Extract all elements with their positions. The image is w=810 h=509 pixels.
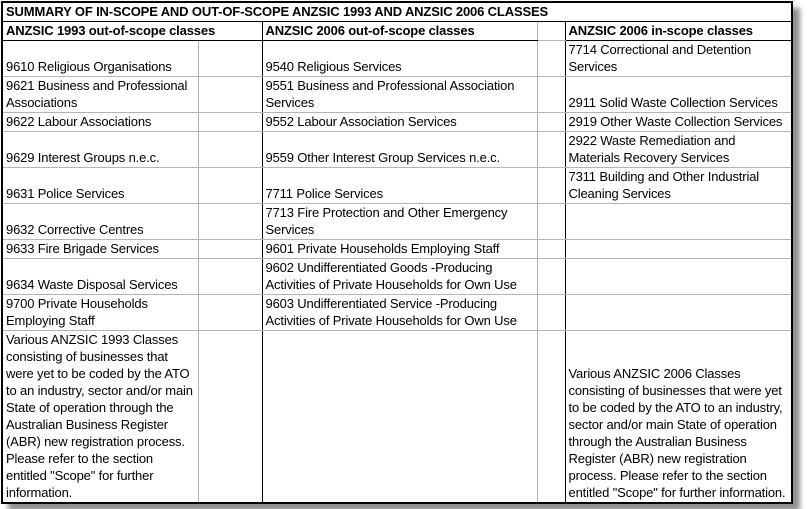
table-row <box>2 41 792 77</box>
anzsic-1993-out-cell: 9621 Business and Professional Associations <box>2 77 198 113</box>
table-row <box>2 168 792 204</box>
spacer-cell <box>198 41 262 77</box>
header-spacer-cell <box>537 22 565 41</box>
anzsic-1993-out-cell: 9622 Labour Associations <box>2 113 198 132</box>
spacer-cell <box>198 132 262 168</box>
spacer-cell <box>537 41 565 77</box>
anzsic-1993-out-cell: 9631 Police Services <box>2 168 198 204</box>
table-row <box>2 132 792 168</box>
anzsic-2006-out-cell: 9603 Undifferentiated Service -Producing Activities of Private Households for Own Use <box>262 295 537 331</box>
anzsic-1993-out-cell: 9610 Religious Organisations <box>2 41 198 77</box>
anzsic-2006-out-cell: 9602 Undifferentiated Goods -Producing Activities of Private Households for Own Use <box>262 259 537 295</box>
anzsic-2006-in-cell <box>565 204 792 240</box>
anzsic-summary-table <box>1 1 793 504</box>
spacer-cell <box>537 168 565 204</box>
spacer-cell <box>198 331 262 504</box>
anzsic-2006-out-cell <box>262 331 537 504</box>
spacer-cell <box>537 204 565 240</box>
anzsic-2006-in-cell <box>565 295 792 331</box>
anzsic-2006-in-cell: 2919 Other Waste Collection Services <box>565 113 792 132</box>
header-anzsic-2006-in: ANZSIC 2006 in-scope classes <box>565 22 792 41</box>
anzsic-2006-out-cell: 9552 Labour Association Services <box>262 113 537 132</box>
summary-table-sheet <box>1 1 793 504</box>
spacer-cell <box>537 259 565 295</box>
spacer-cell <box>198 240 262 259</box>
table-row <box>2 77 792 113</box>
anzsic-2006-out-cell: 9551 Business and Professional Association Services <box>262 77 537 113</box>
spacer-cell <box>198 259 262 295</box>
table-row <box>2 295 792 331</box>
spacer-cell <box>198 113 262 132</box>
table-row <box>2 240 792 259</box>
spacer-cell <box>198 168 262 204</box>
anzsic-1993-out-cell: 9633 Fire Brigade Services <box>2 240 198 259</box>
spacer-cell <box>537 113 565 132</box>
anzsic-2006-in-cell: 7714 Correctional and Detention Services <box>565 41 792 77</box>
anzsic-1993-out-cell: 9632 Corrective Centres <box>2 204 198 240</box>
anzsic-1993-out-cell: 9634 Waste Disposal Services <box>2 259 198 295</box>
spacer-cell <box>537 77 565 113</box>
anzsic-2006-in-cell: 2911 Solid Waste Collection Services <box>565 77 792 113</box>
anzsic-2006-in-cell: Various ANZSIC 2006 Classes consisting of businesses that were yet to be coded by the ATO to an industry, sector and/or main State of operation through the Australian Business Register (ABR) new registration process. Please refer to the section entitled "Scope" for further information. <box>565 331 792 504</box>
table-row <box>2 331 792 504</box>
anzsic-1993-out-cell: 9700 Private Households Employing Staff <box>2 295 198 331</box>
spacer-cell <box>537 240 565 259</box>
header-anzsic-1993-out: ANZSIC 1993 out-of-scope classes <box>2 22 262 41</box>
anzsic-2006-in-cell <box>565 240 792 259</box>
anzsic-2006-in-cell: 7311 Building and Other Industrial Cleaning Services <box>565 168 792 204</box>
anzsic-1993-out-cell: 9629 Interest Groups n.e.c. <box>2 132 198 168</box>
anzsic-2006-out-cell: 9559 Other Interest Group Services n.e.c. <box>262 132 537 168</box>
spacer-cell <box>537 331 565 504</box>
anzsic-2006-in-cell: 2922 Waste Remediation and Materials Recovery Services <box>565 132 792 168</box>
spacer-cell <box>537 295 565 331</box>
anzsic-2006-out-cell: 7711 Police Services <box>262 168 537 204</box>
table-row <box>2 204 792 240</box>
anzsic-2006-out-cell: 7713 Fire Protection and Other Emergency Services <box>262 204 537 240</box>
table-row <box>2 259 792 295</box>
header-anzsic-2006-out: ANZSIC 2006 out-of-scope classes <box>262 22 537 41</box>
table-title: SUMMARY OF IN-SCOPE AND OUT-OF-SCOPE ANZSIC 1993 AND ANZSIC 2006 CLASSES <box>2 2 792 22</box>
spacer-cell <box>198 204 262 240</box>
spacer-cell <box>198 295 262 331</box>
anzsic-2006-in-cell <box>565 259 792 295</box>
column-header-row <box>2 22 792 41</box>
anzsic-1993-out-cell: Various ANZSIC 1993 Classes consisting of businesses that were yet to be coded by the ATO to an industry, sector and/or main State of operation through the Australian Business Register (ABR) new registration process. Please refer to the section entitled "Scope" for further information. <box>2 331 198 504</box>
table-title-row <box>2 2 792 22</box>
anzsic-2006-out-cell: 9601 Private Households Employing Staff <box>262 240 537 259</box>
spacer-cell <box>198 77 262 113</box>
table-row <box>2 113 792 132</box>
spacer-cell <box>537 132 565 168</box>
anzsic-2006-out-cell: 9540 Religious Services <box>262 41 537 77</box>
